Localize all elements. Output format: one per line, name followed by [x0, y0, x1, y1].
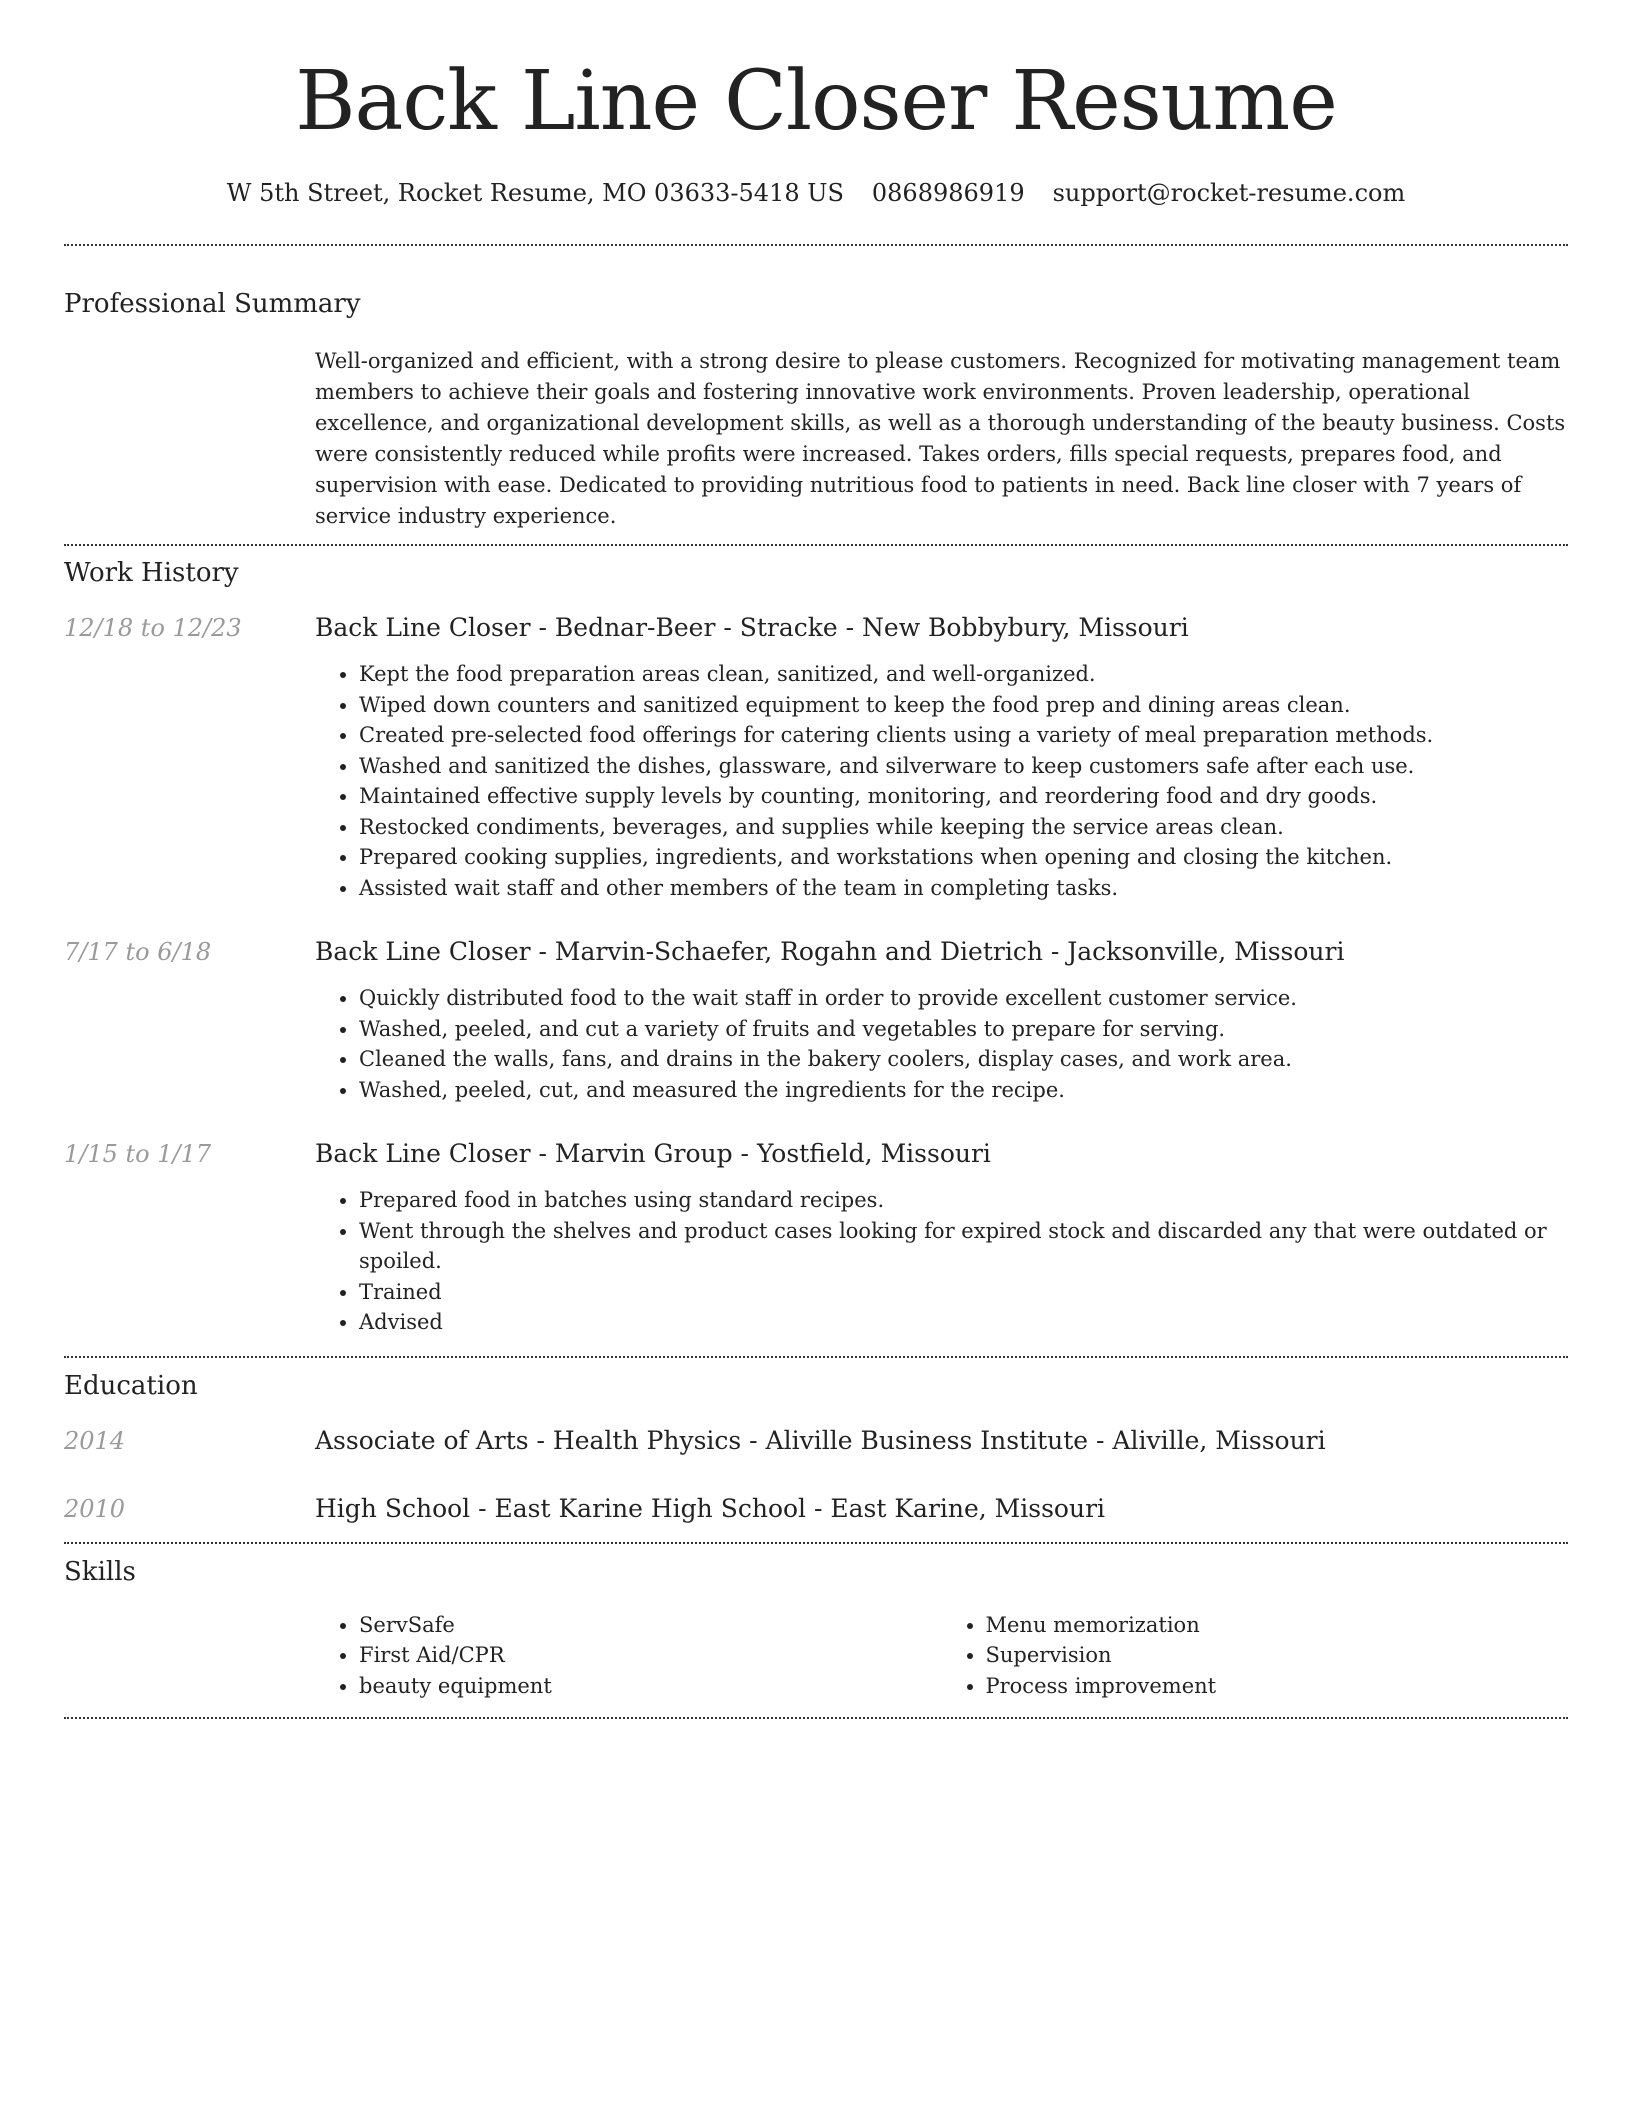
job-bullet: • Washed and sanitized the dishes, glassware, and silverware to keep customers safe after each use. — [359, 751, 1568, 782]
skill-item: • Supervision — [986, 1640, 1569, 1671]
job-bullet: • Washed, peeled, cut, and measured the ingredients for the recipe. — [359, 1075, 1568, 1106]
education-entry — [64, 1492, 1568, 1526]
job-dates: 12/18 to 12/23 — [64, 614, 242, 642]
job-bullet: • Went through the shelves and product cases looking for expired stock and discarded any that were outdated or spoiled. — [359, 1216, 1568, 1277]
job-bullet: • Advised — [359, 1307, 1568, 1338]
job-bullet: • Created pre-selected food offerings for catering clients using a variety of meal preparation methods. — [359, 720, 1568, 751]
job-bullets — [315, 1185, 1568, 1338]
education-heading: Education — [64, 1370, 198, 1401]
education-title: Associate of Arts - Health Physics - Aliville Business Institute - Aliville, Missouri — [315, 1425, 1326, 1455]
job-bullet: • Cleaned the walls, fans, and drains in the bakery coolers, display cases, and work area. — [359, 1044, 1568, 1075]
contact-phone: 0868986919 — [871, 179, 1025, 207]
job-bullet: • Trained — [359, 1277, 1568, 1308]
resume-page — [64, 0, 1568, 1719]
job-bullet: • Quickly distributed food to the wait staff in order to provide excellent customer service. — [359, 983, 1568, 1014]
education-year: 2014 — [64, 1426, 126, 1455]
summary-text: Well-organized and efficient, with a strong desire to please customers. Recognized for motivating management team members to achieve their goals and fostering innovative work environments. Proven leadership, operational excellence, and organizational development skills, as well as a thorough understanding of the beauty business. Costs were consistently reduced while profits were increased. Takes orders, fills special requests, prepares food, and supervision with ease. Dedicated to providing nutritious food to patients in need. Back line closer with 7 years of service industry experience. — [315, 349, 1566, 528]
contact-address: W 5th Street, Rocket Resume, MO 03633-5418 US — [226, 179, 844, 207]
divider — [64, 244, 1568, 246]
job-bullet: • Wiped down counters and sanitized equipment to keep the food prep and dining areas clean. — [359, 690, 1568, 721]
job-bullets — [315, 983, 1568, 1105]
job-title: Back Line Closer - Bednar-Beer - Stracke - New Bobbybury, Missouri — [315, 613, 1189, 642]
education-entry — [64, 1424, 1568, 1458]
job-title: Back Line Closer - Marvin Group - Yostfield, Missouri — [315, 1139, 991, 1168]
skills-list-right — [942, 1610, 1569, 1702]
education-year: 2010 — [64, 1494, 126, 1523]
job-bullet: • Prepared cooking supplies, ingredients, and workstations when opening and closing the kitchen. — [359, 842, 1568, 873]
job-bullet: • Maintained effective supply levels by counting, monitoring, and reordering food and dry goods. — [359, 781, 1568, 812]
skill-item: • Menu memorization — [986, 1610, 1569, 1641]
work-history-heading: Work History — [64, 558, 239, 588]
skill-item: • beauty equipment — [359, 1671, 942, 1702]
summary-heading: Professional Summary — [64, 289, 361, 319]
summary-row — [64, 346, 1568, 532]
skills-columns — [315, 1610, 1568, 1702]
divider — [64, 544, 1568, 546]
divider — [64, 1717, 1568, 1719]
job-bullet: • Restocked condiments, beverages, and supplies while keeping the service areas clean. — [359, 812, 1568, 843]
skill-item: • Process improvement — [986, 1671, 1569, 1702]
job-entry — [64, 611, 1568, 903]
contact-email: support@rocket-resume.com — [1052, 179, 1406, 207]
skills-row — [64, 1610, 1568, 1702]
divider — [64, 1542, 1568, 1544]
job-title: Back Line Closer - Marvin-Schaefer, Rogahn and Dietrich - Jacksonville, Missouri — [315, 937, 1345, 966]
job-bullets — [315, 659, 1568, 903]
skills-heading: Skills — [64, 1556, 136, 1587]
skill-item: • ServSafe — [359, 1610, 942, 1641]
job-dates: 7/17 to 6/18 — [64, 938, 212, 966]
job-entry — [64, 1137, 1568, 1338]
job-entry — [64, 935, 1568, 1105]
skills-list-left — [315, 1610, 942, 1702]
skill-item: • First Aid/CPR — [359, 1640, 942, 1671]
job-dates: 1/15 to 1/17 — [64, 1140, 212, 1168]
resume-title: Back Line Closer Resume — [295, 54, 1337, 149]
job-bullet: • Assisted wait staff and other members of the team in completing tasks. — [359, 873, 1568, 904]
contact-line — [64, 176, 1568, 210]
job-bullet: • Prepared food in batches using standard recipes. — [359, 1185, 1568, 1216]
job-bullet: • Washed, peeled, and cut a variety of fruits and vegetables to prepare for serving. — [359, 1014, 1568, 1045]
job-bullet: • Kept the food preparation areas clean, sanitized, and well-organized. — [359, 659, 1568, 690]
divider — [64, 1356, 1568, 1358]
education-title: High School - East Karine High School - East Karine, Missouri — [315, 1493, 1106, 1523]
